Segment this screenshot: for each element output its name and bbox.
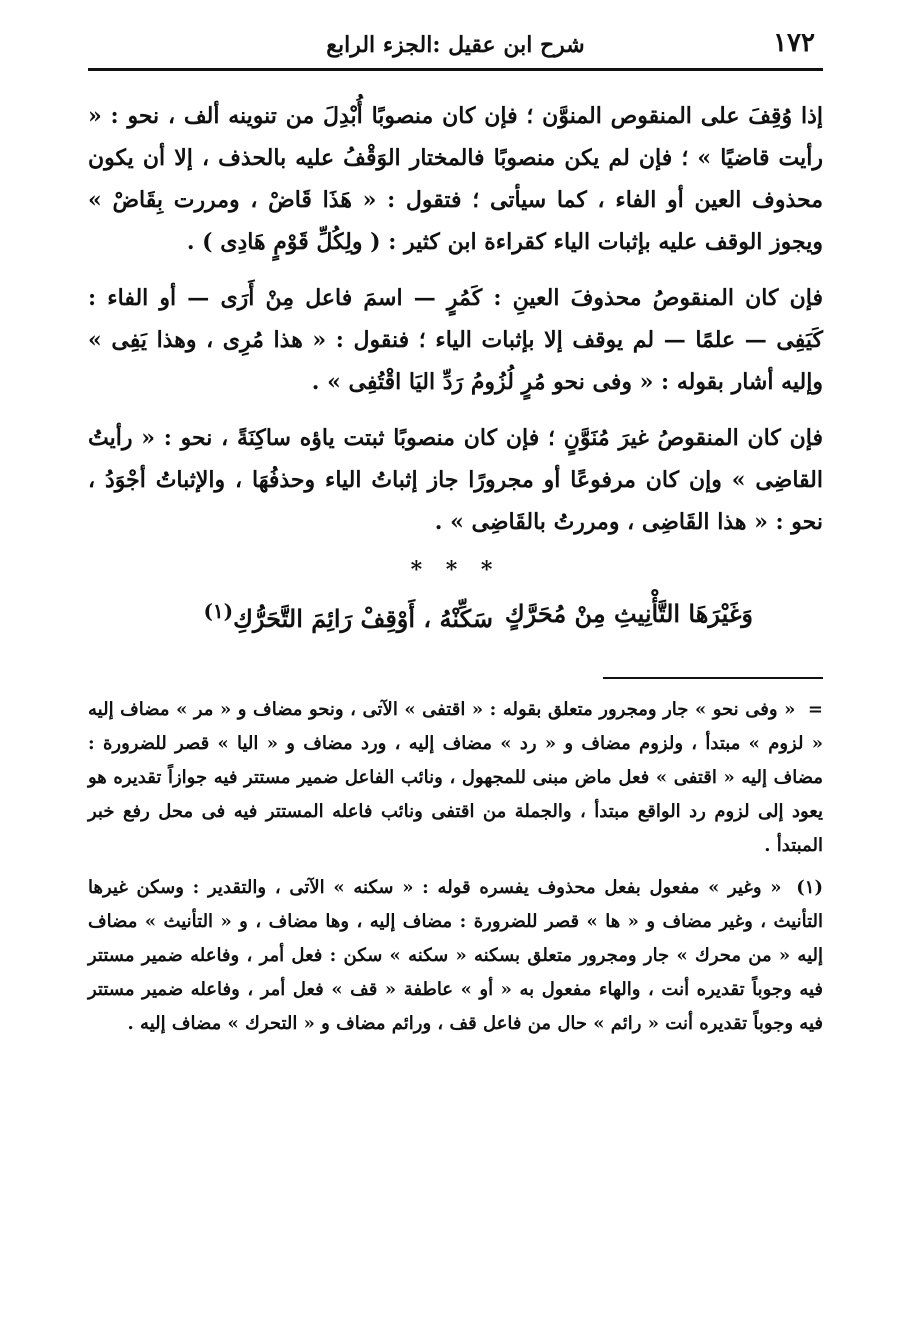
main-text [88, 95, 823, 543]
page-number: ١٧٢ [773, 28, 815, 58]
footnote-marker: (١) [796, 877, 823, 898]
paragraph: إذا وُقِفَ على المنقوص المنوَّن ؛ فإن كان منصوبًا أُبْدِلَ من تنوينه ألف ، نحو : « رأيت قاضيًا » ؛ فإن لم يكن منصوبًا فالمختار الوَقْفُ عليه بالحذف ، إلا أن يكون محذوف العين أو الفاء ، كما سيأتى ؛ فتقول : « هَذَا قَاضْ ، ومررت بِقَاضْ » ويجوز الوقف عليه بإثبات الياء كقراءة ابن كثير : ( ولِكُلِّ قَوْمٍ هَادِى ) . [88, 103, 823, 255]
verse-hemistich-first [505, 599, 753, 628]
footnotes [88, 693, 823, 1041]
hemistich-text: وَغَيْرَهَا التَّأْنِيثِ مِنْ مُحَرَّكٍ [504, 599, 753, 628]
footnote-text: « وفى نحو » جار ومجرور متعلق بقوله : « اقتفى » الآتى ، ونحو مضاف و « مر » مضاف إليه « لزوم » مبتدأ ، ولزوم مضاف و « رد » مضاف إليه ، ورد مضاف و « اليا » قصر للضرورة : مضاف إليه « اقتفى » فعل ماض مبنى للمجهول ، ونائب الفاعل ضمير مستتر فيه جوازاً تقديره هو يعود إلى لزوم رد الواقع مبتدأ ، والجملة من اقتفى ونائب فاعله المستتر فيه فى محل رفع خبر المبتدأ . [88, 699, 823, 856]
paragraph: فإن كان المنقوصُ محذوفَ العينِ : كَمُرٍ — اسمَ فاعل مِنْ أَرَى — أو الفاء : كَيَفِى — علمًا — لم يوقف إلا بإثبات الياء ؛ فنقول : « هذا مُرِى ، وهذا يَفِى » وإليه أشار بقوله : « وفى نحو مُرٍ لُزُومُ رَدِّ اليَا اقْتُفِى » . [88, 285, 823, 395]
verse-hemistich-second [203, 599, 493, 633]
header-rule [88, 68, 823, 71]
footnote-text: « وغير » مفعول بفعل محذوف يفسره قوله : « سكنه » الآتى ، والتقدير : وسكن غيرها التأنيث ، وغير مضاف و « ها » قصر للضرورة : مضاف إليه ، وها مضاف ، و « التأنيث » مضاف إليه « من محرك » جار ومجرور متعلق بسكنه « سكنه » سكن : فعل أمر ، وفاعله ضمير مستتر فيه وجوباً تقديره أنت ، والهاء مفعول به « أو » عاطفة « قف » فعل أمر ، وفاعله ضمير مستتر فيه وجوباً تقديره أنت « رائم » حال من فاعل قف ، ورائم مضاف و « التحرك » مضاف إليه . [88, 877, 823, 1034]
running-title: شرح ابن عقيل :الجزء الرابع [326, 32, 585, 58]
footnote [88, 693, 823, 863]
book-page [88, 22, 823, 1049]
footnote [88, 871, 823, 1041]
page-header [88, 22, 823, 66]
footnote-marker: = [807, 699, 823, 720]
section-separator: * * * [410, 557, 501, 583]
footnote-reference: (١) [203, 599, 234, 623]
footnote-separator [603, 677, 823, 679]
hemistich-text: سَكِّنْهُ ، أَوْقِفْ رَائِمَ التَّحَرُّكِ [233, 604, 493, 633]
footnote-separator-wrap [88, 649, 823, 693]
paragraph: فإن كان المنقوصُ غيرَ مُنَوَّنٍ ؛ فإن كان منصوبًا ثبتت ياؤه ساكِنَةً ، نحو : « رأيتُ القاضِى » وإن كان مرفوعًا أو مجرورًا جاز إثباتُ الياء وحذفُهَا ، والإثباتُ أجْوَدُ ، نحو : « هذا القَاضِى ، ومررتُ بالقَاضِى » . [88, 425, 823, 535]
verse-line [88, 593, 823, 649]
